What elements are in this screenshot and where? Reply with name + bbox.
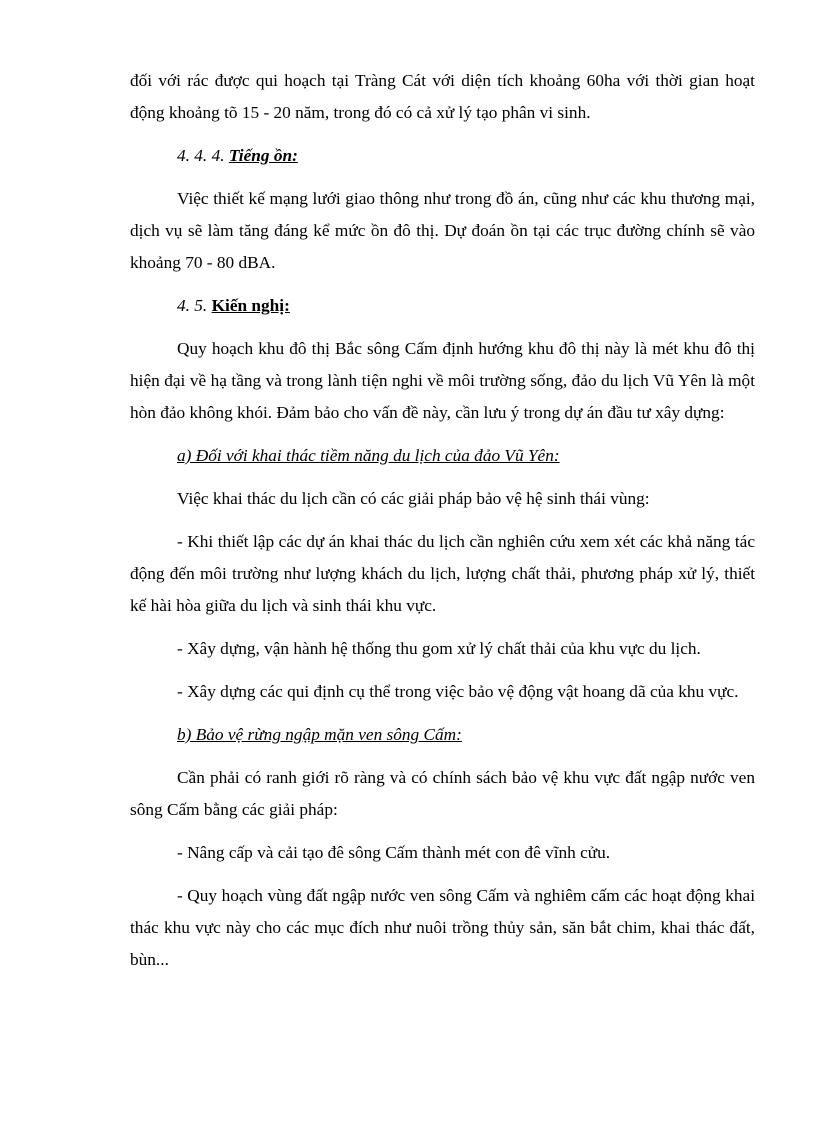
section-heading-4-5 xyxy=(130,290,755,322)
list-item: - Xây dựng, vận hành hệ thống thu gom xử lý chất thải của khu vực du lịch. xyxy=(177,639,701,658)
subheading-text: a) Đối với khai thác tiềm năng du lịch của đảo Vũ Yên: xyxy=(177,446,560,465)
section-number: 4. 4. 4. xyxy=(177,146,225,165)
subheading-b xyxy=(130,719,755,751)
subheading-a xyxy=(130,440,755,472)
section-heading-4-4-4 xyxy=(130,140,755,172)
list-item: - Xây dựng các qui định cụ thể trong việc bảo vệ động vật hoang dã của khu vực. xyxy=(177,682,739,701)
paragraph-recommendation-intro: Quy hoạch khu đô thị Bắc sông Cấm định hướng khu đô thị này là mét khu đô thị hiện đại về hạ tầng và trong lành tiện nghi về môi trường sống, đảo du lịch Vũ Yên là một hòn đảo không khói. Đảm bảo cho vấn đề này, cần lưu ý trong dự án đầu tư xây dựng: xyxy=(130,339,755,422)
paragraph-tourism-intro: Việc khai thác du lịch cần có các giải pháp bảo vệ hệ sinh thái vùng: xyxy=(177,489,650,508)
section-number: 4. 5. xyxy=(177,296,208,315)
subheading-text: b) Bảo vệ rừng ngập mặn ven sông Cấm: xyxy=(177,725,462,744)
section-title: Kiến nghị: xyxy=(211,296,290,315)
paragraph-mangrove-intro: Cần phải có ranh giới rõ ràng và có chính sách bảo vệ khu vực đất ngập nước ven sông Cấm bằng các giải pháp: xyxy=(130,768,755,819)
document-page xyxy=(130,65,755,976)
list-item: - Quy hoạch vùng đất ngập nước ven sông Cấm và nghiêm cấm các hoạt động khai thác khu vực này cho các mục đích như nuôi trồng thủy sản, săn bắt chim, khai thác đất, bùn... xyxy=(130,886,755,969)
list-item: - Nâng cấp và cải tạo đê sông Cấm thành mét con đê vĩnh cửu. xyxy=(177,843,611,862)
paragraph-noise: Việc thiết kế mạng lưới giao thông như trong đồ án, cũng như các khu thương mại, dịch vụ sẽ làm tăng đáng kể mức ồn đô thị. Dự đoán ồn tại các trục đường chính sẽ vào khoảng 70 - 80 dBA. xyxy=(130,189,755,272)
list-item: - Khi thiết lập các dự án khai thác du lịch cần nghiên cứu xem xét các khả năng tác động đến môi trường như lượng khách du lịch, lượng chất thải, phương pháp xử lý, thiết kế hài hòa giữa du lịch và sinh thái khu vực. xyxy=(130,532,755,615)
paragraph-solid-waste-end: đối với rác được qui hoạch tại Tràng Cát với diện tích khoảng 60ha với thời gian hoạt động khoảng tõ 15 - 20 năm, trong đó có cả xử lý tạo phân vi sinh. xyxy=(130,71,755,122)
section-title: Tiếng ồn: xyxy=(228,146,298,165)
